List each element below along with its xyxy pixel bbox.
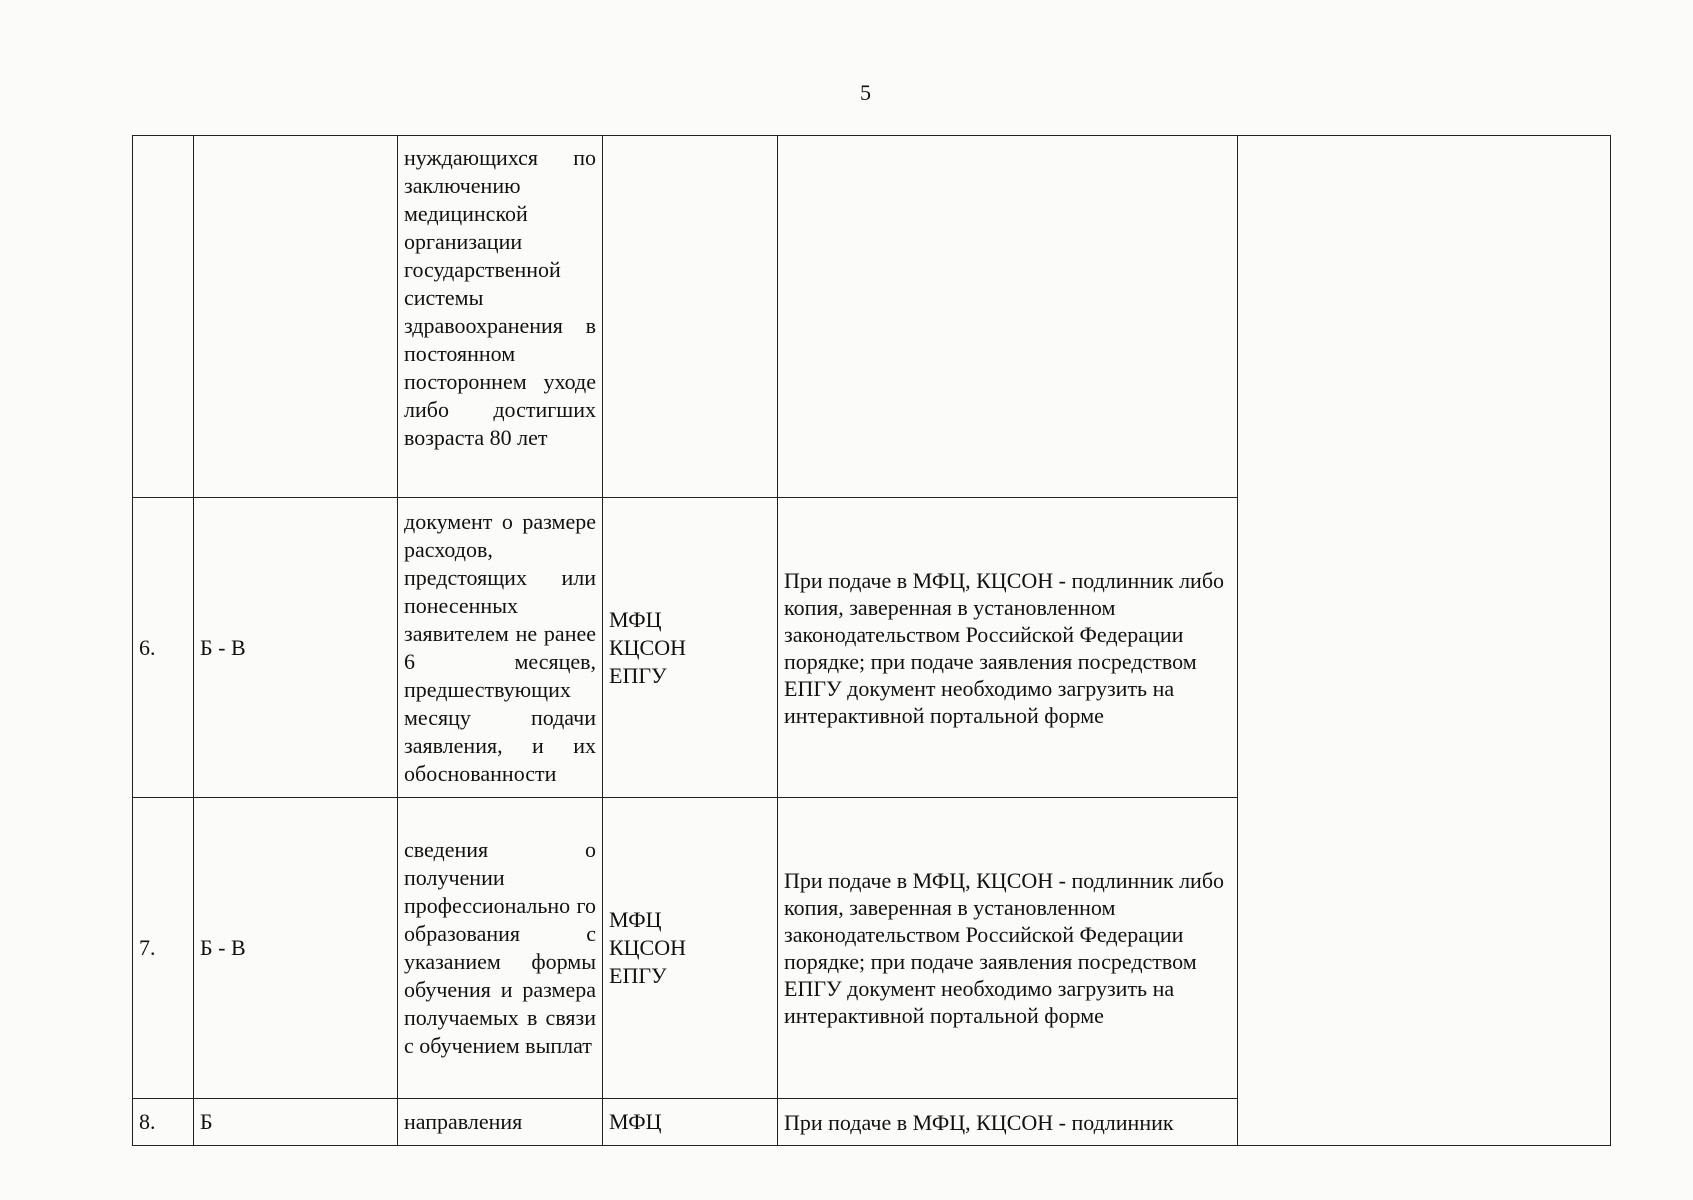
documents-table [132, 135, 1611, 1146]
row-number-cell: 7. [133, 798, 194, 1099]
description-cell: сведения о получении профессионально го образования с указанием формы обучения и размера получаемых в связи с обучением выплат [398, 798, 603, 1099]
note-cell: При подаче в МФЦ, КЦСОН - подлинник либо копия, заверенная в установленном законодательством Российской Федерации порядке; при подаче заявления посредством ЕПГУ документ необходимо загрузить на интерактивной портальной форме [778, 798, 1238, 1099]
description-cell: документ о размере расходов, предстоящих или понесенных заявителем не ранее 6 месяцев, предшествующих месяцу подачи заявления, и их обоснованности [398, 498, 603, 798]
page-number: 5 [860, 80, 871, 105]
row-number-cell [133, 136, 194, 498]
empty-merged-cell [1238, 136, 1611, 1146]
description-cell: нуждающихся по заключению медицинской организации государственной системы здравоохранения в постоянном постороннем уходе либо достигших возраста 80 лет [398, 136, 603, 498]
note-cell: При подаче в МФЦ, КЦСОН - подлинник либо копия, заверенная в установленном законодательством Российской Федерации порядке; при подаче заявления посредством ЕПГУ документ необходимо загрузить на интерактивной портальной форме [778, 498, 1238, 798]
place-cell: МФЦ КЦСОН ЕПГУ [603, 498, 778, 798]
category-cell: Б - В [194, 498, 398, 798]
row-number-cell: 8. [133, 1099, 194, 1146]
description-cell: направления [398, 1099, 603, 1146]
place-cell: МФЦ КЦСОН ЕПГУ [603, 798, 778, 1099]
place-cell [603, 136, 778, 498]
category-cell: Б [194, 1099, 398, 1146]
note-cell: При подаче в МФЦ, КЦСОН - подлинник [778, 1099, 1238, 1146]
note-cell [778, 136, 1238, 498]
place-cell: МФЦ [603, 1099, 778, 1146]
row-number-cell: 6. [133, 498, 194, 798]
category-cell [194, 136, 398, 498]
category-cell: Б - В [194, 798, 398, 1099]
table-row [133, 136, 1611, 498]
